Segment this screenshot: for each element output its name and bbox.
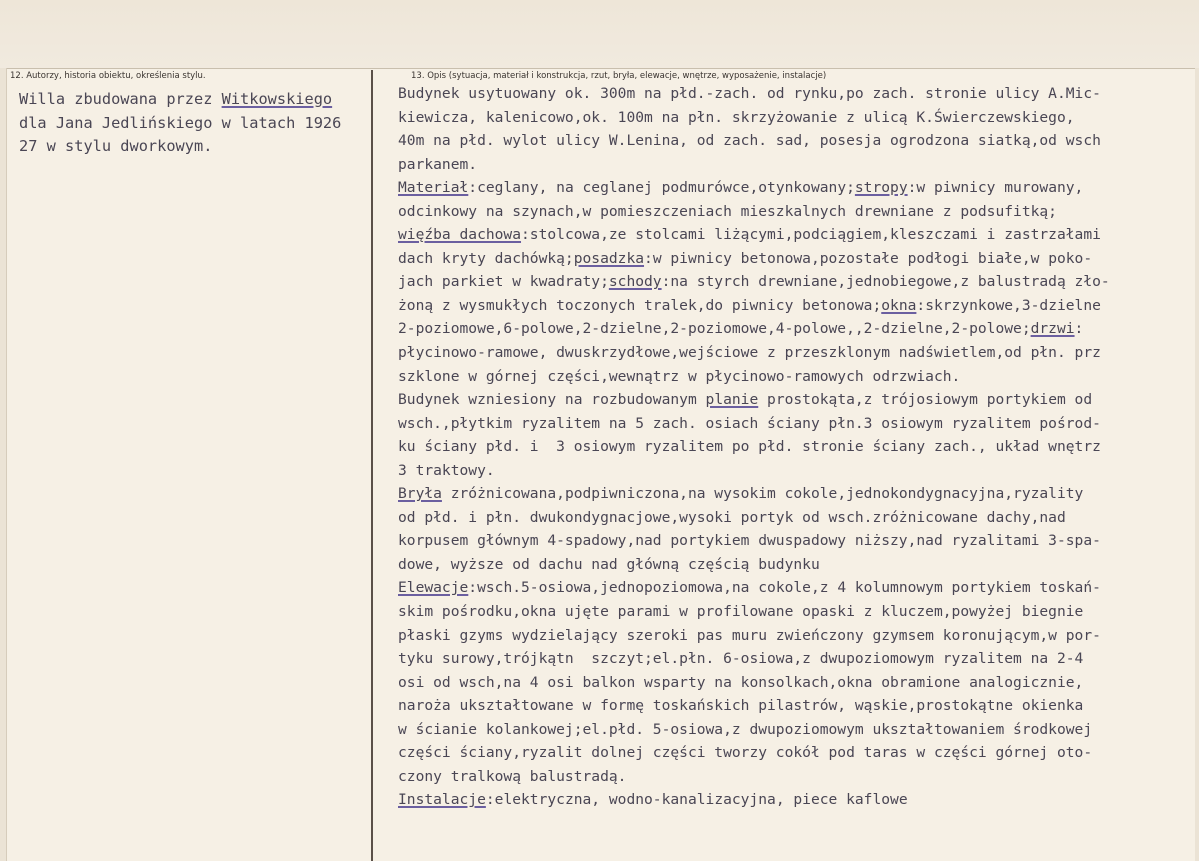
text-run: skim pośrodku,okna ujęte parami w profilowane opaski z kluczem,powyżej biegnie xyxy=(398,603,1084,621)
typed-line xyxy=(398,270,1110,294)
text-run: żoną z wysmukłych toczonych tralek,do piwnicy betonowa; xyxy=(398,296,882,314)
text-run: :stolcowa,ze stolcami liżącymi,podciągiem,kleszczami i zastrzałami xyxy=(521,226,1101,244)
underlined-heading: okna xyxy=(881,296,917,314)
text-run: korpusem głównym 4-spadowy,nad portykiem dwuspadowy niższy,nad ryzalitami 3-spa- xyxy=(398,532,1101,550)
text-run: 2-poziomowe,6-polowe,2-dzielne,2-poziomowe,4-polowe,,2-dzielne,2-polowe; xyxy=(398,320,1031,338)
typed-line xyxy=(398,718,1110,742)
left-paper-edge xyxy=(0,68,7,861)
typed-line xyxy=(398,694,1110,718)
typed-line xyxy=(19,112,341,136)
underlined-heading: stropy xyxy=(854,179,908,197)
text-run: :na styrch drewniane,jednobiegowe,z balustradą zło- xyxy=(661,273,1110,291)
authors-history-text xyxy=(19,88,341,159)
typed-line xyxy=(398,671,1110,695)
typed-line xyxy=(398,200,1110,224)
text-run: :elektryczna, wodno-kanalizacyjna, piece kaflowe xyxy=(485,791,908,809)
text-run: dla Jana Jedlińskiego w latach 1926 xyxy=(19,113,342,132)
text-run: : xyxy=(1074,320,1084,338)
right-paper-edge xyxy=(1195,68,1199,861)
underlined-heading: więźba dachowa xyxy=(398,226,522,244)
underlined-heading: drzwi xyxy=(1030,320,1075,338)
text-run: :w piwnicy murowany, xyxy=(907,179,1084,197)
typed-line xyxy=(398,106,1110,130)
typed-line xyxy=(398,600,1110,624)
text-run: :skrzynkowe,3-dzielne xyxy=(916,296,1101,314)
text-run: kiewicza, kalenicowo,ok. 100m na płn. skrzyżowanie z ulicą K.Świerczewskiego, xyxy=(398,108,1075,126)
top-rule xyxy=(0,68,1199,69)
typed-line xyxy=(398,482,1110,506)
text-run: od płd. i płn. dwukondygnacjowe,wysoki portyk od wsch.zróżnicowane dachy,nad xyxy=(398,508,1066,526)
typed-line xyxy=(398,176,1110,200)
underlined-heading: Materiał xyxy=(398,179,469,197)
typed-line xyxy=(398,153,1110,177)
text-run: :ceglany, na ceglanej podmurówce,otynkowany; xyxy=(468,179,855,197)
right-column-header: 13. Opis (sytuacja, materiał i konstrukcja, rzut, bryła, elewacje, wnętrze, wyposażenie, instalacje) xyxy=(411,71,827,81)
text-run: ku ściany płd. i 3 osiowym ryzalitem po płd. stronie ściany zach., układ wnętrz xyxy=(398,438,1101,456)
text-run: płycinowo-ramowe, dwuskrzydłowe,wejściowe z przeszklonym nadświetlem,od płn. prz xyxy=(398,344,1101,362)
column-divider xyxy=(371,70,373,861)
typed-line xyxy=(398,765,1110,789)
text-run: osi od wsch,na 4 osi balkon wsparty na konsolkach,okna obramione analogicznie, xyxy=(398,673,1084,691)
typed-line xyxy=(398,459,1110,483)
text-run: części ściany,ryzalit dolnej części tworzy cokół pod taras w części górnej oto- xyxy=(398,744,1093,762)
typed-line xyxy=(398,341,1110,365)
typed-line xyxy=(398,647,1110,671)
typed-line xyxy=(398,553,1110,577)
top-margin-band xyxy=(0,0,1199,68)
text-run: tyku surowy,trójkątn szczyt;el.płn. 6-osiowa,z dwupoziomowym ryzalitem na 2-4 xyxy=(398,650,1084,668)
typed-line xyxy=(398,247,1110,271)
typed-line xyxy=(398,624,1110,648)
typed-line xyxy=(398,435,1110,459)
text-run: :wsch.5-osiowa,jednopoziomowa,na cokole,z 4 kolumnowym portykiem toskań- xyxy=(468,579,1101,597)
typed-line xyxy=(398,788,1110,812)
text-run: naroża ukształtowane w formę toskańskich pilastrów, wąskie,prostokątne okienka xyxy=(398,697,1084,715)
typed-line xyxy=(398,223,1110,247)
underlined-heading: Instalacje xyxy=(398,791,486,809)
underlined-heading: Bryła xyxy=(398,485,442,503)
text-run: zróżnicowana,podpiwniczona,na wysokim cokole,jednokondygnacyjna,ryzality xyxy=(441,485,1084,503)
text-run: Budynek wzniesiony na rozbudowanym xyxy=(398,391,706,409)
underlined-heading: schody xyxy=(608,273,662,291)
description-text xyxy=(398,82,1110,812)
typed-line xyxy=(398,388,1110,412)
underlined-heading: Witkowskiego xyxy=(221,90,333,108)
typed-line xyxy=(398,294,1110,318)
typed-line xyxy=(398,365,1110,389)
underlined-heading: posadzka xyxy=(573,249,645,267)
text-run: w ścianie kolankowej;el.płd. 5-osiowa,z dwupoziomowym ukształtowaniem środkowej xyxy=(398,720,1093,738)
typed-line xyxy=(398,82,1110,106)
text-run: prostokąta,z trójosiowym portykiem od xyxy=(758,391,1093,409)
typed-line xyxy=(398,741,1110,765)
text-run: Willa zbudowana przez xyxy=(19,90,222,108)
underlined-heading: Elewacje xyxy=(398,579,469,597)
text-run: odcinkowy na szynach,w pomieszczeniach mieszkalnych drewniane z podsufitką; xyxy=(398,202,1057,220)
text-run: czony tralkową balustradą. xyxy=(398,767,627,785)
text-run: jach parkiet w kwadraty; xyxy=(398,273,609,291)
text-run: dowe, wyższe od dachu nad główną częścią budynku xyxy=(398,555,820,573)
typed-line xyxy=(19,88,341,112)
text-run: Budynek usytuowany ok. 300m na płd.-zach. od rynku,po zach. stronie ulicy A.Mic- xyxy=(398,85,1101,102)
text-run: :w piwnicy betonowa,pozostałe podłogi białe,w poko- xyxy=(644,249,1093,267)
text-run: płaski gzyms wydzielający szeroki pas muru zwieńczony gzymsem koronującym,w por- xyxy=(398,626,1101,644)
typed-line xyxy=(398,529,1110,553)
text-run: szklone w górnej części,wewnątrz w płycinowo-ramowych odrzwiach. xyxy=(398,367,961,385)
text-run: 3 traktowy. xyxy=(398,461,495,479)
typed-line xyxy=(398,506,1110,530)
underlined-heading: planie xyxy=(705,391,759,409)
typed-line xyxy=(398,129,1110,153)
text-run: 27 w stylu dworkowym. xyxy=(19,137,213,155)
typed-line xyxy=(398,412,1110,436)
text-run: parkanem. xyxy=(398,155,478,173)
typed-line xyxy=(398,317,1110,341)
text-run: wsch.,płytkim ryzalitem na 5 zach. osiach ściany płn.3 osiowym ryzalitem pośrod- xyxy=(398,414,1101,432)
typed-line xyxy=(398,576,1110,600)
text-run: dach kryty dachówką; xyxy=(398,249,574,267)
left-column-header: 12. Autorzy, historia obiektu, określenia stylu. xyxy=(10,71,206,81)
text-run: 40m na płd. wylot ulicy W.Lenina, od zach. sad, posesja ogrodzona siatką,od wsch xyxy=(398,132,1101,150)
typed-line xyxy=(19,135,341,159)
